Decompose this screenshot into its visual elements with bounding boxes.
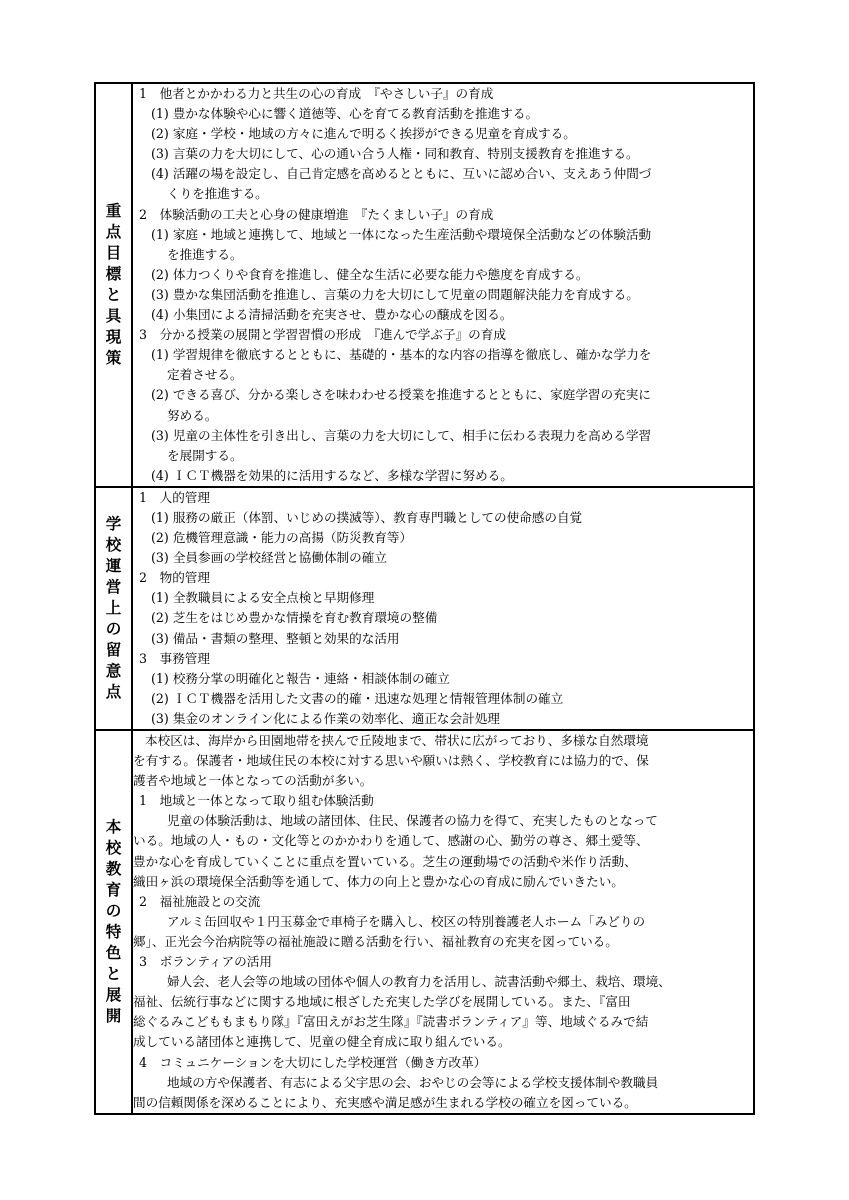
- text-line: 2 体験活動の工夫と心身の健康増進 『たくましい子』の育成: [139, 206, 494, 222]
- text-line: アルミ缶回収や１円玉募金で車椅子を購入し、校区の特別養護老人ホーム「みどりの: [167, 913, 646, 929]
- text-line: 間の信頼関係を深めることにより、充実感や満足感が生まれる学校の確立を図っている。: [133, 1094, 637, 1110]
- text-line: 3 分かる授業の展開と学習習慣の形成 『進んで学ぶ子』の育成: [139, 327, 506, 343]
- text-line: 婦人会、老人会等の地域の団体や個人の教育力を活用し、読書活動や郷土、栽培、環境、: [167, 974, 671, 990]
- text-line: を展開する。: [167, 447, 243, 463]
- section-row-management: [95, 487, 754, 730]
- text-line: 総ぐるみこどももまもり隊』『富田えがお芝生隊』『読書ボランティア』等、地域ぐるみで結: [133, 1014, 649, 1030]
- section-row-features: [95, 730, 754, 1114]
- text-line: 織田ヶ浜の環境保全活動等を通して、体力の向上と豊かな心の育成に励んでいきたい。: [133, 873, 624, 889]
- text-line: (3) 児童の主体性を引き出し、言葉の力を大切にして、相手に伝わる表現力を高める学習: [151, 427, 652, 443]
- text-line: (3) 備品・書類の整理、整頓と効果的な活用: [151, 630, 400, 646]
- text-line: を推進する。: [167, 246, 243, 262]
- section-label: 重点目標と具現策: [105, 201, 122, 367]
- section-row-priority: [95, 83, 754, 487]
- section-label-cell: [95, 487, 132, 730]
- text-line: (2) ＩＣＴ機器を活用した文書の的確・迅速な処理と情報管理体制の確立: [151, 690, 564, 706]
- text-line: 3 ボランティアの活用: [139, 954, 272, 970]
- text-line: 地域の方や保護者、有志による父宇思の会、おやじの会等による学校支援体制や教職員: [167, 1074, 659, 1090]
- text-line: 豊かな心を育成していくことに重点を置いている。芝生の運動場での活動や米作り活動、: [133, 853, 637, 869]
- text-line: 本校区は、海岸から田園地帯を挟んで丘陵地まで、帯状に広がっており、多様な自然環境: [145, 733, 649, 748]
- section-label: 本校教育の特色と展開: [105, 817, 122, 1025]
- text-line: (4) ＩＣＴ機器を効果的に活用するなど、多様な学習に努める。: [151, 467, 513, 483]
- text-line: 成している諸団体と連携して、児童の健全育成に取り組んでいる。: [133, 1034, 511, 1050]
- text-line: (1) 校務分掌の明確化と報告・連絡・相談体制の確立: [151, 670, 450, 686]
- text-line: 努める。: [167, 407, 218, 423]
- text-line: (1) 家庭・地域と連携して、地域と一体になった生産活動や環境保全活動などの体験活動: [151, 226, 652, 242]
- text-line: 児童の体験活動は、地域の諸団体、住民、保護者の協力を得て、充実したものとなって: [167, 813, 658, 829]
- text-line: (4) 活躍の場を設定し、自己肯定感を高めるとともに、互いに認め合い、支えあう仲間づ: [151, 166, 652, 182]
- text-line: (1) 服務の厳正（体罰、いじめの撲滅等）、教育専門職としての使命感の自覚: [151, 509, 583, 525]
- text-line: 2 福祉施設との交流: [139, 893, 261, 909]
- text-line: を有する。保護者・地域住民の本校に対する思いや願いは熱く、学校教育には協力的で、保: [133, 753, 649, 769]
- text-line: 護者や地域と一体となっての活動が多い。: [133, 773, 373, 789]
- text-line: (1) 豊かな体験や心に響く道徳等、心を育てる教育活動を推進する。: [151, 106, 539, 122]
- text-line: (3) 言葉の力を大切にして、心の通い合う人権・同和教育、特別支援教育を推進する。: [151, 146, 639, 162]
- text-line: いる。地域の人・もの・文化等とのかかわりを通して、感謝の心、勤労の尊さ、郷土愛等、: [133, 833, 649, 849]
- text-line: 4 コミュニケーションを大切にした学校運営（働き方改革）: [139, 1054, 487, 1070]
- text-line: (3) 集金のオンライン化による作業の効率化、適正な会計処理: [151, 710, 500, 726]
- text-line: 郷」、正光会今治病院等の福祉施設に贈る活動を行い、福祉教育の充実を図っている。: [133, 933, 618, 949]
- text-line: (2) できる喜び、分かる楽しさを味わわせる授業を推進するとともに、家庭学習の充実に: [151, 387, 651, 403]
- text-line: (3) 豊かな集団活動を推進し、言葉の力を大切にして児童の問題解決能力を育成する。: [151, 286, 639, 302]
- section-content: [132, 730, 754, 1114]
- text-line: (1) 学習規律を徹底するとともに、基礎的・基本的な内容の指導を徹底し、確かな学力を: [151, 347, 652, 363]
- text-line: (2) 体力つくりや食育を推進し、健全な生活に必要な能力や態度を育成する。: [151, 266, 589, 282]
- section-label-cell: [95, 83, 132, 487]
- text-line: 1 地域と一体となって取り組む体験活動: [139, 793, 374, 809]
- text-line: 定着させる。: [167, 367, 243, 383]
- text-line: (2) 家庭・学校・地域の方々に進んで明るく挨拶ができる児童を育成する。: [151, 126, 576, 142]
- section-label-cell: [95, 730, 132, 1114]
- plan-table: [94, 82, 755, 1115]
- text-line: (2) 危機管理意識・能力の高揚（防災教育等）: [151, 530, 413, 546]
- text-line: 3 事務管理: [139, 650, 210, 666]
- section-content: [132, 487, 754, 730]
- text-line: 福祉、伝統行事などに関する地域に根ざした充実した学びを展開している。また、『富田: [133, 994, 631, 1010]
- section-label: 学校運営上の留意点: [105, 514, 122, 701]
- text-line: くりを推進する。: [167, 186, 268, 202]
- text-line: 1 人的管理: [139, 489, 210, 505]
- text-line: (4) 小集団による清掃活動を充実させ、豊かな心の醸成を図る。: [151, 307, 513, 323]
- text-line: 2 物的管理: [139, 570, 210, 586]
- text-line: (1) 全教職員による安全点検と早期修理: [151, 590, 375, 606]
- text-line: (2) 芝生をはじめ豊かな情操を育む教育環境の整備: [151, 610, 438, 626]
- section-content: [132, 83, 754, 487]
- text-line: (3) 全員参画の学校経営と協働体制の確立: [151, 550, 387, 566]
- text-line: 1 他者とかかわる力と共生の心の育成 『やさしい子』の育成: [139, 86, 494, 101]
